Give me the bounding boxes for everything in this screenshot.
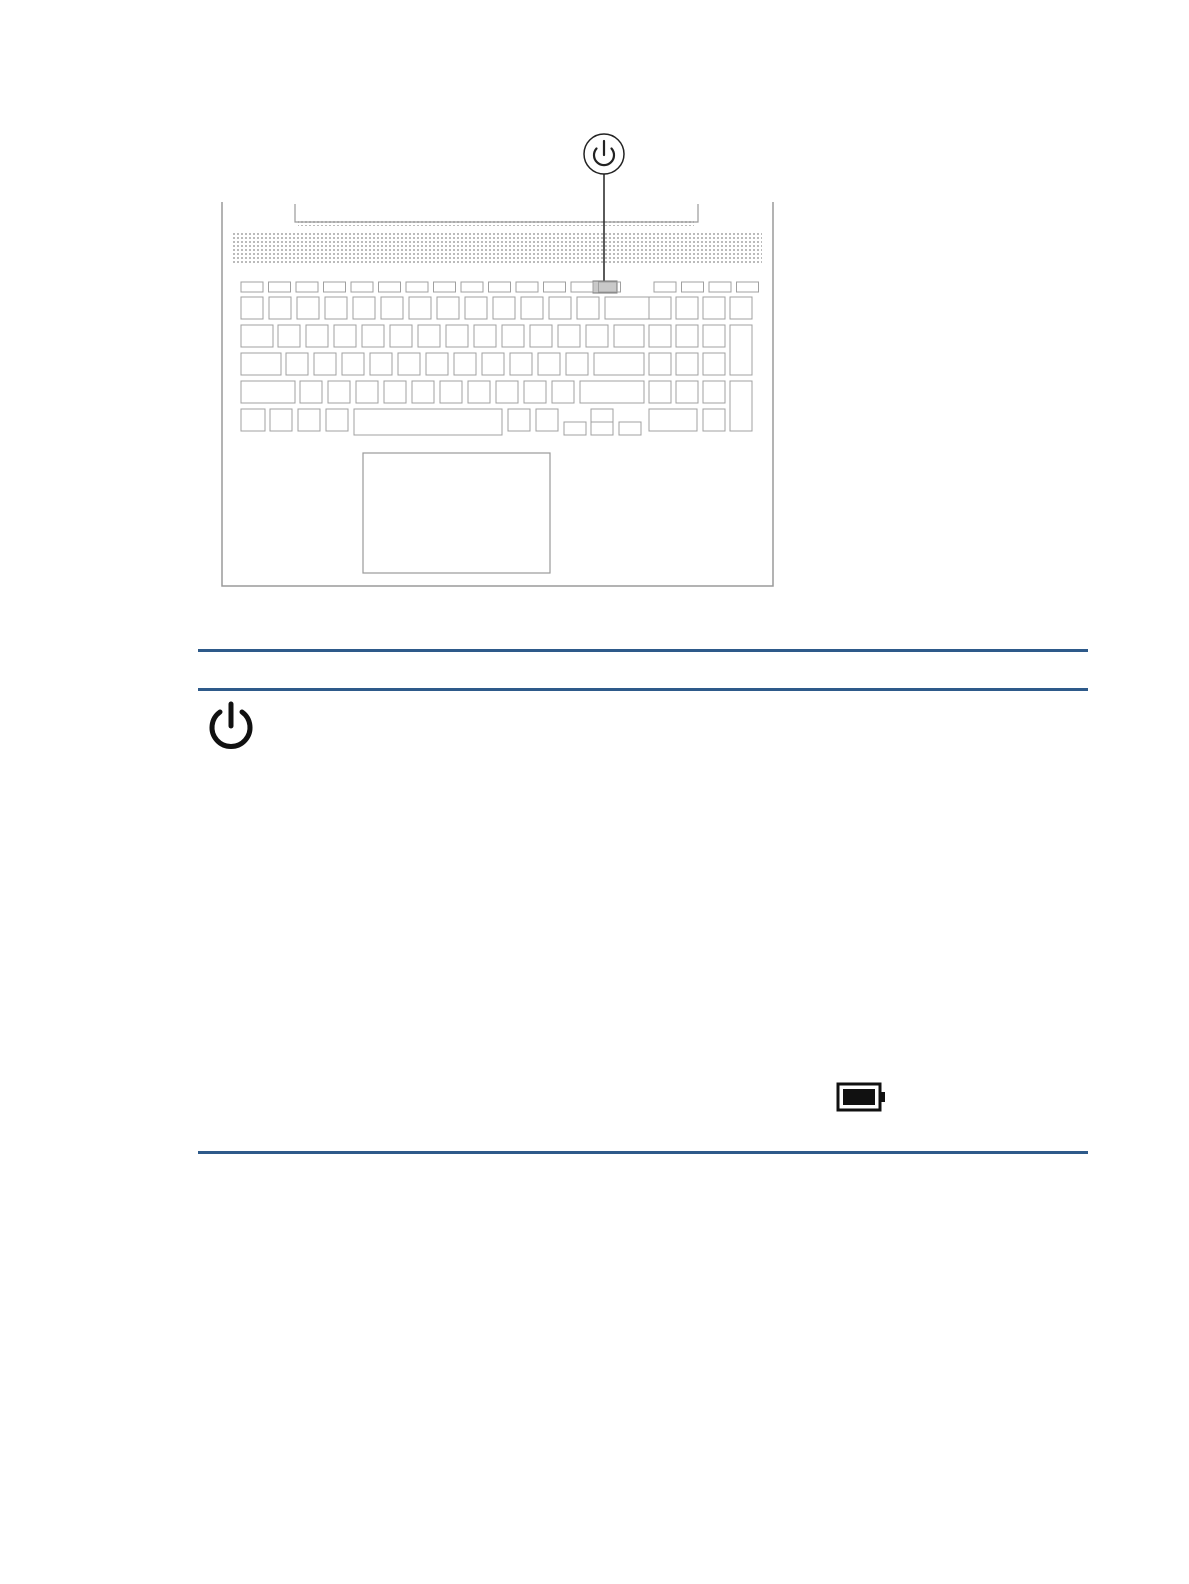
keyboard-key [306, 325, 328, 347]
keyboard-key [538, 353, 560, 375]
keyboard-key [381, 297, 403, 319]
keyboard-key [649, 325, 671, 347]
keyboard-key [241, 297, 263, 319]
keyboard-key [328, 381, 350, 403]
keyboard-key [493, 297, 515, 319]
keyboard-key [412, 381, 434, 403]
keyboard-key [580, 381, 644, 403]
keyboard-key [619, 422, 641, 435]
keyboard-key [649, 409, 697, 431]
keyboard-key [474, 325, 496, 347]
keyboard-key [325, 297, 347, 319]
battery-icon [836, 1082, 888, 1114]
keyboard-key [398, 353, 420, 375]
keyboard-key [437, 297, 459, 319]
keyboard-key [649, 353, 671, 375]
keyboard-key [241, 381, 295, 403]
keyboard-key [614, 325, 644, 347]
keyboard-key [676, 297, 698, 319]
keyboard-key [536, 409, 558, 431]
speaker-grille [232, 232, 762, 264]
keyboard-key [241, 353, 281, 375]
keyboard-drawing [200, 120, 800, 610]
keyboard-key [468, 381, 490, 403]
keyboard-key [564, 422, 586, 435]
keyboard-key [676, 325, 698, 347]
keyboard-key [496, 381, 518, 403]
keyboard-key [489, 282, 511, 292]
keyboard-key [278, 325, 300, 347]
keyboard-key [241, 409, 265, 431]
keyboard-key [434, 282, 456, 292]
keyboard-key [649, 297, 671, 319]
table-bottom-rule [198, 1151, 1088, 1154]
keyboard-key [682, 282, 704, 292]
keyboard-key [605, 297, 649, 319]
keyboard-key [586, 325, 608, 347]
keyboard-key [300, 381, 322, 403]
keyboard-key [353, 297, 375, 319]
keyboard-key [730, 297, 752, 319]
keyboard-key [649, 381, 671, 403]
keyboard-key [709, 282, 731, 292]
keyboard-key [326, 409, 348, 431]
hinge-vent [298, 220, 694, 226]
keyboard-key [558, 325, 580, 347]
keyboard-key [594, 353, 644, 375]
keyboard-key [406, 282, 428, 292]
keyboard-key [418, 325, 440, 347]
keyboard-key [703, 297, 725, 319]
keyboard-key [510, 353, 532, 375]
keyboard-key [737, 282, 759, 292]
keyboard-key [298, 409, 320, 431]
keyboard-key [524, 381, 546, 403]
keyboard-key [351, 282, 373, 292]
power-icon [205, 700, 257, 752]
table-header-rule [198, 688, 1088, 691]
key-group [241, 282, 759, 435]
keyboard-key [591, 409, 613, 422]
keyboard-key [269, 297, 291, 319]
keyboard-illustration [200, 120, 800, 610]
keyboard-key [549, 297, 571, 319]
keyboard-key [454, 353, 476, 375]
keyboard-key [508, 409, 530, 431]
keyboard-key [370, 353, 392, 375]
keyboard-key [552, 381, 574, 403]
keyboard-key [577, 297, 599, 319]
keyboard-key [730, 325, 752, 375]
keyboard-key [461, 282, 483, 292]
keyboard-key [362, 325, 384, 347]
keyboard-key [482, 353, 504, 375]
keyboard-key [297, 297, 319, 319]
keyboard-key [409, 297, 431, 319]
keyboard-key [324, 282, 346, 292]
keyboard-key [269, 282, 291, 292]
keyboard-key [270, 409, 292, 431]
keyboard-key [703, 325, 725, 347]
keyboard-key [440, 381, 462, 403]
keyboard-key [356, 381, 378, 403]
keyboard-key [703, 381, 725, 403]
table-top-rule [198, 649, 1088, 652]
power-key [593, 281, 617, 293]
keyboard-key [566, 353, 588, 375]
keyboard-key [654, 282, 676, 292]
keyboard-key [544, 282, 566, 292]
keyboard-key [342, 353, 364, 375]
keyboard-key [465, 297, 487, 319]
keyboard-key [676, 381, 698, 403]
keyboard-key [314, 353, 336, 375]
keyboard-key [676, 353, 698, 375]
keyboard-key [502, 325, 524, 347]
keyboard-key [354, 409, 502, 435]
keyboard-key [379, 282, 401, 292]
keyboard-key [286, 353, 308, 375]
keyboard-key [296, 282, 318, 292]
keyboard-key [516, 282, 538, 292]
hinge-outline [295, 204, 698, 222]
keyboard-key [241, 282, 263, 292]
keyboard-key [703, 409, 725, 431]
keyboard-key [426, 353, 448, 375]
keyboard-key [334, 325, 356, 347]
keyboard-key [241, 325, 273, 347]
keyboard-key [521, 297, 543, 319]
keyboard-key [384, 381, 406, 403]
keyboard-key [703, 353, 725, 375]
keyboard-key [446, 325, 468, 347]
touchpad [363, 453, 550, 573]
keyboard-key [571, 282, 593, 292]
keyboard-key [390, 325, 412, 347]
keyboard-key [730, 381, 752, 431]
keyboard-key [591, 422, 613, 435]
keyboard-key [530, 325, 552, 347]
